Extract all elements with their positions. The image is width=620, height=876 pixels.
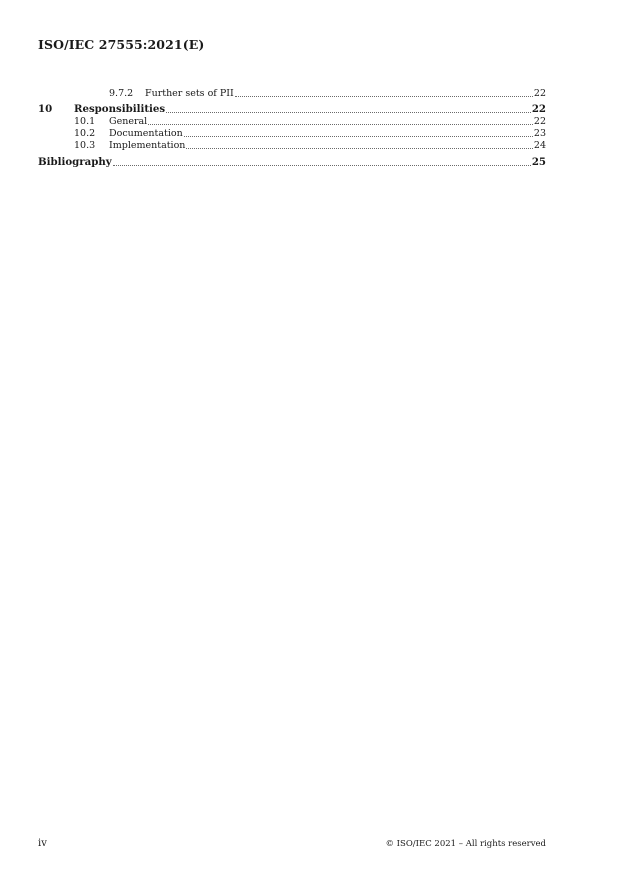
toc-entry-title: General — [109, 116, 148, 127]
toc-entry-number: 10.2 — [74, 128, 96, 139]
toc-entry[interactable] — [38, 103, 546, 116]
page-number: iv — [38, 838, 47, 849]
toc-entry-page: 23 — [533, 128, 546, 139]
toc-entry[interactable] — [38, 140, 546, 152]
toc-entry[interactable] — [38, 156, 546, 169]
dot-leader — [113, 164, 531, 166]
toc-entry-title: Bibliography — [38, 156, 112, 168]
toc-entry-title: Further sets of PII — [145, 88, 234, 99]
toc-entry-number: 10 — [38, 103, 53, 115]
dot-leader — [186, 147, 532, 149]
toc-entry-title: Implementation — [109, 140, 186, 151]
dot-leader — [184, 135, 533, 137]
toc-entry-number: 10.1 — [74, 116, 96, 127]
dot-leader — [148, 123, 533, 125]
toc-entry-page: 22 — [531, 103, 546, 115]
toc-entry-page: 25 — [531, 156, 546, 168]
dot-leader — [166, 111, 531, 113]
copyright-notice: © ISO/IEC 2021 – All rights reserved — [385, 839, 546, 849]
toc-entry[interactable] — [38, 128, 546, 140]
toc-entry[interactable] — [38, 116, 546, 128]
toc-entry[interactable] — [38, 88, 546, 100]
toc-entry-number: 9.7.2 — [109, 88, 134, 99]
document-header: ISO/IEC 27555:2021(E) — [38, 37, 205, 52]
toc-entry-number: 10.3 — [74, 140, 96, 151]
toc-entry-page: 24 — [533, 140, 546, 151]
toc-entry-title: Responsibilities — [74, 103, 166, 115]
toc-entry-title: Documentation — [109, 128, 183, 139]
table-of-contents — [38, 88, 546, 169]
toc-entry-page: 22 — [533, 116, 546, 127]
dot-leader — [235, 95, 533, 97]
toc-entry-page: 22 — [533, 88, 546, 99]
